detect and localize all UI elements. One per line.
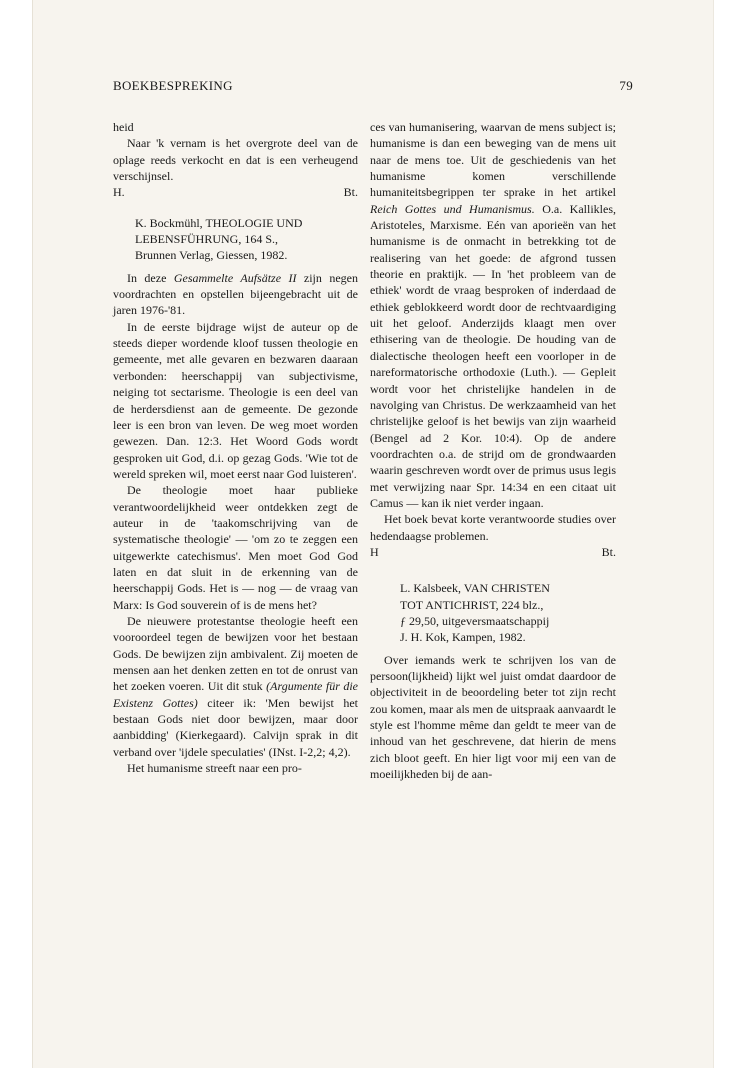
paragraph: De nieuwere protestantse theologie heeft een vooroordeel tegen de bewijzen voor het bestaan Gods. De bewijzen zijn ambivalent. Zij moeten de mensen aan het denken zetten en tot de onrust van het zoeken voeren. Uit dit stuk (Argumente für die Existenz Gottes) citeer ik: 'Men bewijst het bestaan Gods niet door bewijzen, maar door aanbidding' (Kierkegaard). Calvijn sprak in dit verband over 'ijdele speculaties' (INst. I-2,2; 4,2). — [113, 613, 358, 759]
paragraph: In de eerste bijdrage wijst de auteur op de steeds dieper wordende kloof tussen theologie en gemeente, met alle gevaren en bezwaren daaraan verbonden: heerschappij van subjectivisme, neiging tot sectarisme. Theologie is een deel van de herdersdienst aan de gemeente. De gezonde leer is een bron van leven. De weg moet worden gewezen. Dan. 12:3. Het Woord Gods wordt gesproken uit God, d.i. op gezag Gods. 'Wie tot de wereld spreken wil, moet eerst naar God luisteren'. — [113, 319, 358, 481]
signature-initials: Bt. — [343, 185, 358, 200]
continuation-text: heid — [113, 120, 134, 134]
paragraph: De theologie moet haar publieke verantwoordelijkheid weer ontdekken zegt de auteur in de 'taakomschrijving van de systematische theologie' — 'om zo te zeggen een uitgewerkte catechismus'. Men moet God God laten en dat sluit in de erkenning van de heerschappij Gods. Het is — nog — de vraag van Marx: Is God souverein of is de mens het? — [113, 483, 358, 612]
left-column — [113, 119, 358, 776]
page-number: 79 — [619, 78, 633, 93]
signature-initials: Bt. — [601, 544, 616, 559]
reference-line: J. H. Kok, Kampen, 1982. — [400, 630, 526, 645]
paragraph: Over iemands werk te schrijven los van de persoon(lijkheid) lijkt wel juist omdat daardoor de objectiviteit in de beoordeling beter tot zijn recht zou komen, maar als men de uitspraak aanvaardt le style est l'homme même dan geldt te meer van de inhoud van het geschrevene, dat hierin de mens zich bloot geeft. En hier ligt voor mij een van de moeilijkheden bij de aan- — [370, 652, 616, 782]
book-page — [32, 0, 714, 1068]
book-reference — [113, 215, 358, 264]
reference-line: L. Kalsbeek, VAN CHRISTEN — [400, 581, 550, 596]
reference-line: ƒ 29,50, uitgeversmaatschappij — [400, 613, 550, 628]
paragraph: In deze Gesammelte Aufsätze II zijn negen voordrachten en opstellen bijeengebracht uit de jaren 1976-'81. — [113, 270, 358, 318]
book-reference — [370, 580, 616, 645]
reference-line: LEBENSFÜHRUNG, 164 S., — [135, 232, 279, 247]
section-title: BOEKBESPREKING — [113, 78, 233, 93]
reference-line: Brunnen Verlag, Giessen, 1982. — [135, 248, 288, 263]
paragraph: ces van humanisering, waarvan de mens subject is; humanisme is dan een beweging van de mens uit naar de mens toe. Uit de geschiedenis van het humanisme komen verschillende humaniteitsbegrippen ter sprake in het artikel Reich Gottes und Humanismus. O.a. Kallikles, Aristoteles, Marxisme. Eén van aporieën van het humanisme is de onmacht in betrekking tot de realisering van het goede: de afgrond tussen theorie en praktijk. — In 'het probleem van de ethiek' wordt de vraag besproken of inderdaad de ethiek geblokkeerd wordt door de rechtvaardiging uit het geloof. Anderzijds klaagt men over ethisering van de theologie. De houding van de dialectische theologen heeft een voorloper in de nareformatorische orthodoxie (Luth.). — Gepleit wordt voor het christelijke handelen in de navolging van Christus. De werkzaamheid van het christelijke geloof is het bewijs van zijn waarheid (Bengel ad 2 Kor. 10:4). Op de andere voordrachten o.a. de strijd om de grondwaarden waarin geschreven wordt over de primus usus legis met verwijzing naar Spr. 14:34 en een citaat uit Camus — kan ik niet verder ingaan. — [370, 120, 616, 510]
signature-name: H. — [113, 185, 125, 200]
paragraph: Het humanisme streeft naar een pro- — [127, 761, 302, 776]
paragraph: Het boek bevat korte verantwoorde studies over hedendaagse problemen. — [370, 512, 616, 543]
review-signature — [113, 184, 358, 200]
running-header — [113, 78, 633, 94]
reference-line: TOT ANTICHRIST, 224 blz., — [400, 597, 544, 612]
book-title-italic: (Argumente für die Existenz Gottes) — [113, 679, 358, 710]
paragraph: Naar 'k vernam is het overgrote deel van de oplage reeds verkocht en dat is een verheugend verschijnsel. — [113, 136, 358, 184]
right-column — [370, 119, 616, 782]
signature-name: H — [370, 544, 379, 559]
review-signature — [370, 544, 616, 560]
reference-line: K. Bockmühl, THEOLOGIE UND — [135, 215, 303, 230]
article-title-italic: Reich Gottes und Humanismus. — [370, 201, 535, 216]
book-title-italic: Gesammelte Aufsätze II — [173, 270, 297, 285]
